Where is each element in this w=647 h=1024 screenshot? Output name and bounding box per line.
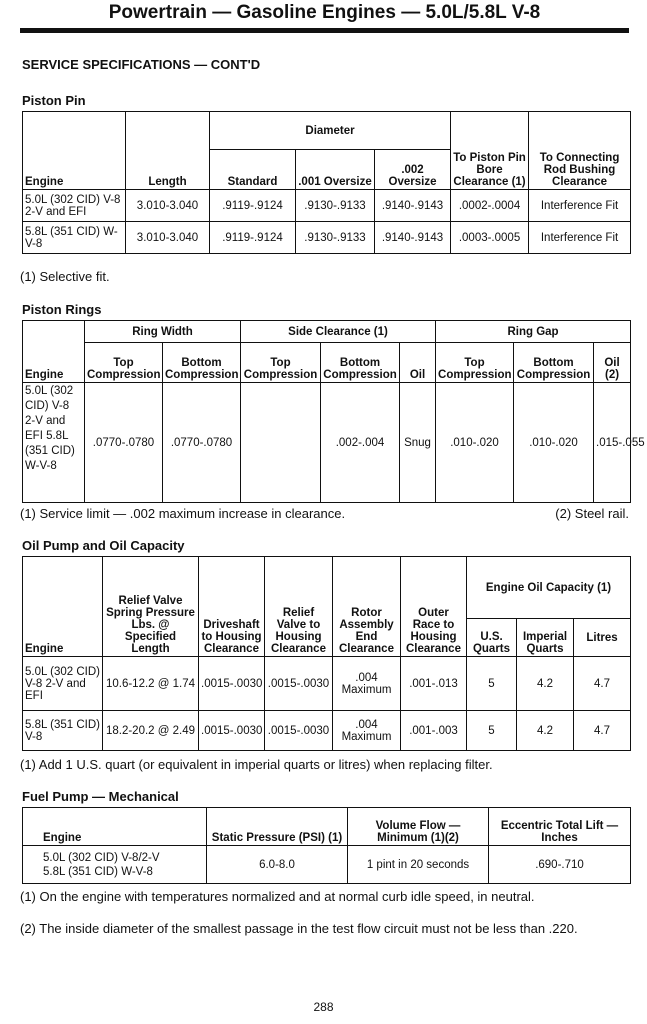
cell-driveshaft: .0015-.0030	[199, 711, 265, 751]
cell-length: 3.010-3.040	[126, 190, 210, 222]
cell-volume-flow: 1 pint in 20 seconds	[348, 846, 489, 884]
header-driveshaft: Driveshaft to Housing Clearance	[199, 557, 265, 657]
header-gap-oil: Oil (2)	[594, 343, 631, 383]
table-row	[23, 657, 631, 711]
header-engine: Engine	[23, 808, 207, 846]
oil-pump-table	[22, 556, 631, 751]
header-rotor: Rotor Assembly End Clearance	[333, 557, 401, 657]
header-outer-race: Outer Race to Housing Clearance	[401, 557, 467, 657]
cell-litres: 4.7	[574, 711, 631, 751]
cell-imperial-quarts: 4.2	[517, 657, 574, 711]
cell-standard: .9119-.9124	[210, 222, 296, 254]
cell-side-oil: Snug	[400, 383, 436, 503]
header-rod-bushing-clearance: To Connecting Rod Bushing Clearance	[529, 112, 631, 190]
header-oversize-001: .001 Oversize	[296, 150, 375, 190]
piston-pin-note: (1) Selective fit.	[20, 269, 110, 284]
header-standard: Standard	[210, 150, 296, 190]
header-width-bottom: Bottom Compression	[163, 343, 241, 383]
cell-pin-bore: .0003-.0005	[451, 222, 529, 254]
header-ring-gap: Ring Gap	[436, 321, 631, 343]
cell-engine: 5.8L (351 CID) W-V-8	[23, 222, 126, 254]
cell-width-top: .0770-.0780	[85, 383, 163, 503]
piston-rings-note-left: (1) Service limit — .002 maximum increase in clearance.	[20, 506, 346, 521]
cell-engine: 5.8L (351 CID) V-8	[23, 711, 103, 751]
header-pin-bore-clearance: To Piston Pin Bore Clearance (1)	[451, 112, 529, 190]
cell-gap-top: .010-.020	[436, 383, 514, 503]
cell-driveshaft: .0015-.0030	[199, 657, 265, 711]
cell-relief-valve: .0015-.0030	[265, 657, 333, 711]
header-length: Length	[126, 112, 210, 190]
table-row	[23, 383, 631, 503]
header-gap-bottom: Bottom Compression	[514, 343, 594, 383]
cell-side-bottom: .002-.004	[321, 383, 400, 503]
cell-gap-oil: .015-.055	[594, 383, 631, 503]
cell-engine: 5.0L (302 CID) V-8 2-V and EFI	[23, 190, 126, 222]
header-litres: Litres	[574, 619, 631, 657]
cell-side-top	[241, 383, 321, 503]
table-row	[23, 711, 631, 751]
table-row	[23, 846, 631, 884]
cell-engine-line2: 5.8L (351 CID) W-V-8	[43, 865, 153, 878]
service-specifications-title: SERVICE SPECIFICATIONS — CONT'D	[22, 57, 261, 72]
cell-static-pressure: 6.0-8.0	[207, 846, 348, 884]
cell-eccentric-lift: .690-.710	[489, 846, 631, 884]
cell-outer-race: .001-.003	[401, 711, 467, 751]
cell-rotor: .004 Maximum	[333, 711, 401, 751]
cell-outer-race: .001-.013	[401, 657, 467, 711]
fuel-pump-table	[22, 807, 631, 884]
cell-gap-bottom: .010-.020	[514, 383, 594, 503]
header-imperial-quarts: Imperial Quarts	[517, 619, 574, 657]
cell-rod-bushing: Interference Fit	[529, 222, 631, 254]
cell-imperial-quarts: 4.2	[517, 711, 574, 751]
page-number: 288	[313, 1000, 334, 1014]
header-side-top: Top Compression	[241, 343, 321, 383]
header-static-pressure: Static Pressure (PSI) (1)	[207, 808, 348, 846]
cell-relief-valve: .0015-.0030	[265, 711, 333, 751]
cell-litres: 4.7	[574, 657, 631, 711]
piston-rings-note	[20, 506, 629, 522]
cell-oversize-002: .9140-.9143	[375, 190, 451, 222]
header-relief-valve: Relief Valve to Housing Clearance	[265, 557, 333, 657]
oil-pump-title: Oil Pump and Oil Capacity	[22, 538, 185, 553]
cell-width-bottom: .0770-.0780	[163, 383, 241, 503]
header-width-top: Top Compression	[85, 343, 163, 383]
header-side-clearance: Side Clearance (1)	[241, 321, 436, 343]
cell-length: 3.010-3.040	[126, 222, 210, 254]
cell-engine-line1: 5.0L (302 CID) V-8/2-V	[43, 851, 160, 864]
fuel-pump-note-2: (2) The inside diameter of the smallest passage in the test flow circuit must not be less than .220.	[20, 921, 578, 936]
header-engine: Engine	[23, 557, 103, 657]
cell-oversize-002: .9140-.9143	[375, 222, 451, 254]
cell-engine: 5.0L (302 CID) V-8 2-V and EFI	[23, 657, 103, 711]
piston-rings-table	[22, 320, 645, 503]
piston-pin-title: Piston Pin	[22, 93, 86, 108]
cell-us-quarts: 5	[467, 711, 517, 751]
cell-engine: 5.0L (302 CID) V-8 2-V and EFI 5.8L (351 CID) W-V-8	[23, 383, 85, 503]
table-row	[23, 190, 631, 222]
cell-relief-spring: 18.2-20.2 @ 2.49	[103, 711, 199, 751]
cell-oversize-001: .9130-.9133	[296, 222, 375, 254]
cell-relief-spring: 10.6-12.2 @ 1.74	[103, 657, 199, 711]
cell-us-quarts: 5	[467, 657, 517, 711]
header-diameter: Diameter	[210, 112, 451, 150]
header-engine: Engine	[23, 321, 85, 383]
header-us-quarts: U.S. Quarts	[467, 619, 517, 657]
cell-rod-bushing: Interference Fit	[529, 190, 631, 222]
cell-rotor: .004 Maximum	[333, 657, 401, 711]
cell-pin-bore: .0002-.0004	[451, 190, 529, 222]
oil-pump-note: (1) Add 1 U.S. quart (or equivalent in imperial quarts or litres) when replacing filter.	[20, 757, 493, 772]
header-volume-flow: Volume Flow — Minimum (1)(2)	[348, 808, 489, 846]
cell-engine	[23, 846, 207, 884]
header-oil-capacity: Engine Oil Capacity (1)	[467, 557, 631, 619]
header-gap-top: Top Compression	[436, 343, 514, 383]
header-relief-spring: Relief Valve Spring Pressure Lbs. @ Specified Length	[103, 557, 199, 657]
table-row	[23, 222, 631, 254]
header-side-bottom: Bottom Compression	[321, 343, 400, 383]
piston-rings-title: Piston Rings	[22, 302, 102, 317]
fuel-pump-note-1: (1) On the engine with temperatures normalized and at normal curb idle speed, in neutral.	[20, 889, 535, 904]
header-ring-width: Ring Width	[85, 321, 241, 343]
header-side-oil: Oil	[400, 343, 436, 383]
cell-standard: .9119-.9124	[210, 190, 296, 222]
page-title: Powertrain — Gasoline Engines — 5.0L/5.8L V-8	[20, 0, 629, 33]
piston-rings-note-right: (2) Steel rail.	[555, 506, 629, 521]
header-eccentric-lift: Eccentric Total Lift — Inches	[489, 808, 631, 846]
cell-oversize-001: .9130-.9133	[296, 190, 375, 222]
fuel-pump-title: Fuel Pump — Mechanical	[22, 789, 179, 804]
header-oversize-002: .002 Oversize	[375, 150, 451, 190]
piston-pin-table	[22, 111, 631, 254]
header-engine: Engine	[23, 112, 126, 190]
